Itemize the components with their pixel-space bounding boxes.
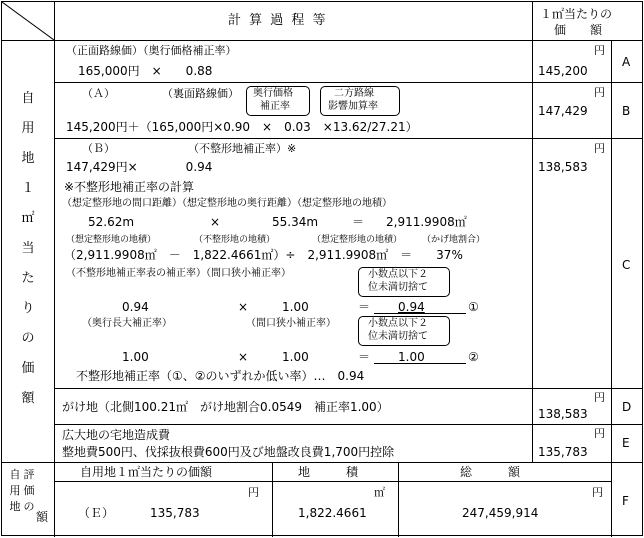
left-label-char: ㎡ (21, 211, 35, 226)
rowC-yen: 円 (594, 142, 605, 155)
grid-line (398, 462, 399, 537)
rowF-v1-label: （Ｅ） (78, 506, 115, 520)
side-label-char: 価 (23, 484, 35, 497)
rowA-value: 145,200 (538, 64, 588, 78)
header-process: 計 算 過 程 等 (228, 13, 328, 28)
rowA-labels: （正面路線価）（奥行価格補正率） (66, 44, 237, 57)
rowC-r1-eq: ＝ (358, 300, 371, 314)
side-label-char: の (23, 500, 35, 513)
rowF-v2: 1,822.4661 (298, 506, 367, 520)
rowF-letter: F (622, 494, 629, 508)
header-unit-price-2: 価 額 (554, 23, 603, 37)
rowC-hdr2b: （不整形地の地積） (194, 235, 276, 245)
rowB-label-rear: （裏面路線価） (162, 87, 239, 100)
rowF-h3: 総 額 (460, 465, 521, 479)
rowC-r2-underline (374, 363, 466, 364)
rowF-u1: 円 (248, 486, 259, 499)
rowC-round1-1: 小数点以下２ (368, 269, 428, 280)
rowC-r1-times: × (238, 300, 249, 314)
grid-line (54, 82, 642, 83)
side-label-char: 地 (9, 500, 21, 513)
rowC-calc2: （2,911.9908㎡ － 1,822.4661㎡）÷ 2,911.9908㎡ ＝ 37% (64, 248, 463, 262)
grid-line (2, 462, 642, 463)
left-label-char: 用 (21, 121, 35, 136)
rowC-hdr3: （不整形地補正率表の補正率）（間口狭小補正率） (66, 268, 291, 279)
rowC-final: 不整形地補正率（①、②のいずれか低い率）… 0.94 (76, 369, 365, 383)
rowA-calc: 165,000円 × 0.88 (78, 64, 213, 78)
rowC-hdr2c: （想定整形地の地積） (312, 235, 403, 245)
rowC-frontage: 52.62m (88, 215, 135, 229)
rowC-times1: × (210, 215, 221, 229)
rowC-label-b: （Ｂ） (82, 142, 115, 155)
rowE-letter: E (622, 436, 630, 450)
grid-line (54, 424, 642, 425)
left-label-char: １ (21, 181, 35, 196)
rowC-r2-result: 1.00 (398, 350, 425, 364)
left-label-char: 額 (21, 391, 35, 406)
left-label-char: た (21, 271, 35, 286)
grid-line (54, 138, 642, 139)
rowB-calc: 145,200円＋（165,000円×0.90 × 0.03 ×13.62/27.21） (66, 120, 418, 134)
left-label-char: 価 (21, 361, 35, 376)
rowC-r1-mid: 1.00 (282, 300, 309, 314)
left-label-char: り (21, 301, 35, 316)
rowC-hdr4a: （奥行長大補正率） (82, 318, 172, 329)
rowC-note-title: ※不整形地補正率の計算 (64, 180, 195, 194)
rowC-depth: 55.34m (272, 215, 319, 229)
rowB-depth-2: 補正率 (260, 101, 290, 112)
grid-line (54, 481, 611, 482)
grid-line (2, 40, 642, 41)
rowF-u2: ㎡ (374, 486, 385, 499)
grid-line (54, 2, 55, 537)
rowB-letter: B (622, 104, 631, 118)
left-label-char: 地 (21, 151, 35, 166)
rowC-calc1: 147,429円× 0.94 (66, 160, 213, 174)
rowD-value: 138,583 (538, 407, 588, 421)
rowD-text: がけ地（北側100.21㎡ がけ地割合0.0549 補正率1.00） (62, 400, 389, 414)
rowC-r2-mark: ② (468, 350, 479, 364)
rowF-v3: 247,459,914 (462, 506, 539, 520)
rowE-value: 135,783 (538, 445, 588, 459)
grid-line (532, 2, 533, 462)
left-label-char: 自 (21, 91, 35, 106)
rowC-round1-2: 位未満切捨て (368, 282, 428, 293)
rowE-yen: 円 (594, 427, 605, 440)
rowC-label-irregular: （不整形地補正率）※ (188, 142, 297, 155)
rowE-line1: 広大地の宅地造成費 (62, 428, 171, 442)
rowB-yen: 円 (594, 86, 605, 99)
rowF-v1: 135,783 (150, 506, 200, 520)
valuation-sheet (1, 1, 643, 536)
rowD-yen: 円 (594, 391, 605, 404)
rowC-hdr4b: （間口狭小補正率） (246, 318, 336, 329)
rowC-r1-underline (374, 313, 466, 314)
side-label-char: 評 (23, 468, 35, 481)
rowC-eq1: ＝ (352, 215, 365, 229)
rowD-letter: D (622, 400, 632, 414)
rowC-area: 2,911.9908㎡ (386, 215, 467, 229)
rowF-side-col3: 額 (36, 510, 49, 524)
grid-line (272, 462, 273, 537)
left-label-char: の (21, 331, 35, 346)
rowC-value: 138,583 (538, 160, 588, 174)
rowB-side-2: 影響加算率 (328, 101, 378, 112)
rowC-letter: C (622, 258, 631, 272)
rowC-hdr2a: （想定整形地の地積） (66, 235, 157, 245)
header-unit-price: １㎡当たりの (540, 7, 613, 21)
grid-line (54, 388, 642, 389)
grid-line (611, 40, 612, 537)
rowC-hdr1: （想定整形地の間口距離）（想定整形地の奥行距離）（想定整形地の地積） (62, 198, 392, 209)
rowC-round2-1: 小数点以下２ (368, 318, 428, 329)
rowC-r2-left: 1.00 (122, 350, 149, 364)
rowF-h1: 自用地１㎡当たりの価額 (80, 465, 213, 479)
rowC-r1-left: 0.94 (122, 300, 149, 314)
rowA-yen: 円 (594, 44, 605, 57)
rowC-r2-eq: ＝ (358, 350, 371, 364)
rowF-u3: 円 (592, 486, 603, 499)
left-label-char: 当 (21, 241, 35, 256)
rowB-side-1: 二方路線 (334, 88, 374, 99)
rowE-line2: 整地費500円、伐採抜根費600円及び地盤改良費1,700円控除 (62, 445, 395, 459)
rowA-letter: A (622, 55, 631, 69)
rowB-depth-1: 奥行価格 (253, 88, 293, 99)
rowF-h2: 地 積 (298, 465, 359, 479)
rowB-label-a: （Ａ） (82, 87, 115, 100)
rowC-round2-2: 位未満切捨て (368, 331, 428, 342)
rowC-r2-mid: 1.00 (282, 350, 309, 364)
side-label-char: 自 (9, 468, 21, 481)
side-label-char: 用 (9, 484, 21, 497)
rowC-r1-mark: ① (468, 300, 479, 314)
rowC-r2-times: × (238, 350, 249, 364)
rowC-hdr2d: （かげ地割合） (422, 235, 486, 245)
rowC-r1-result: 0.94 (398, 300, 425, 314)
rowB-value: 147,429 (538, 104, 588, 118)
diagonal-corner (2, 2, 54, 40)
